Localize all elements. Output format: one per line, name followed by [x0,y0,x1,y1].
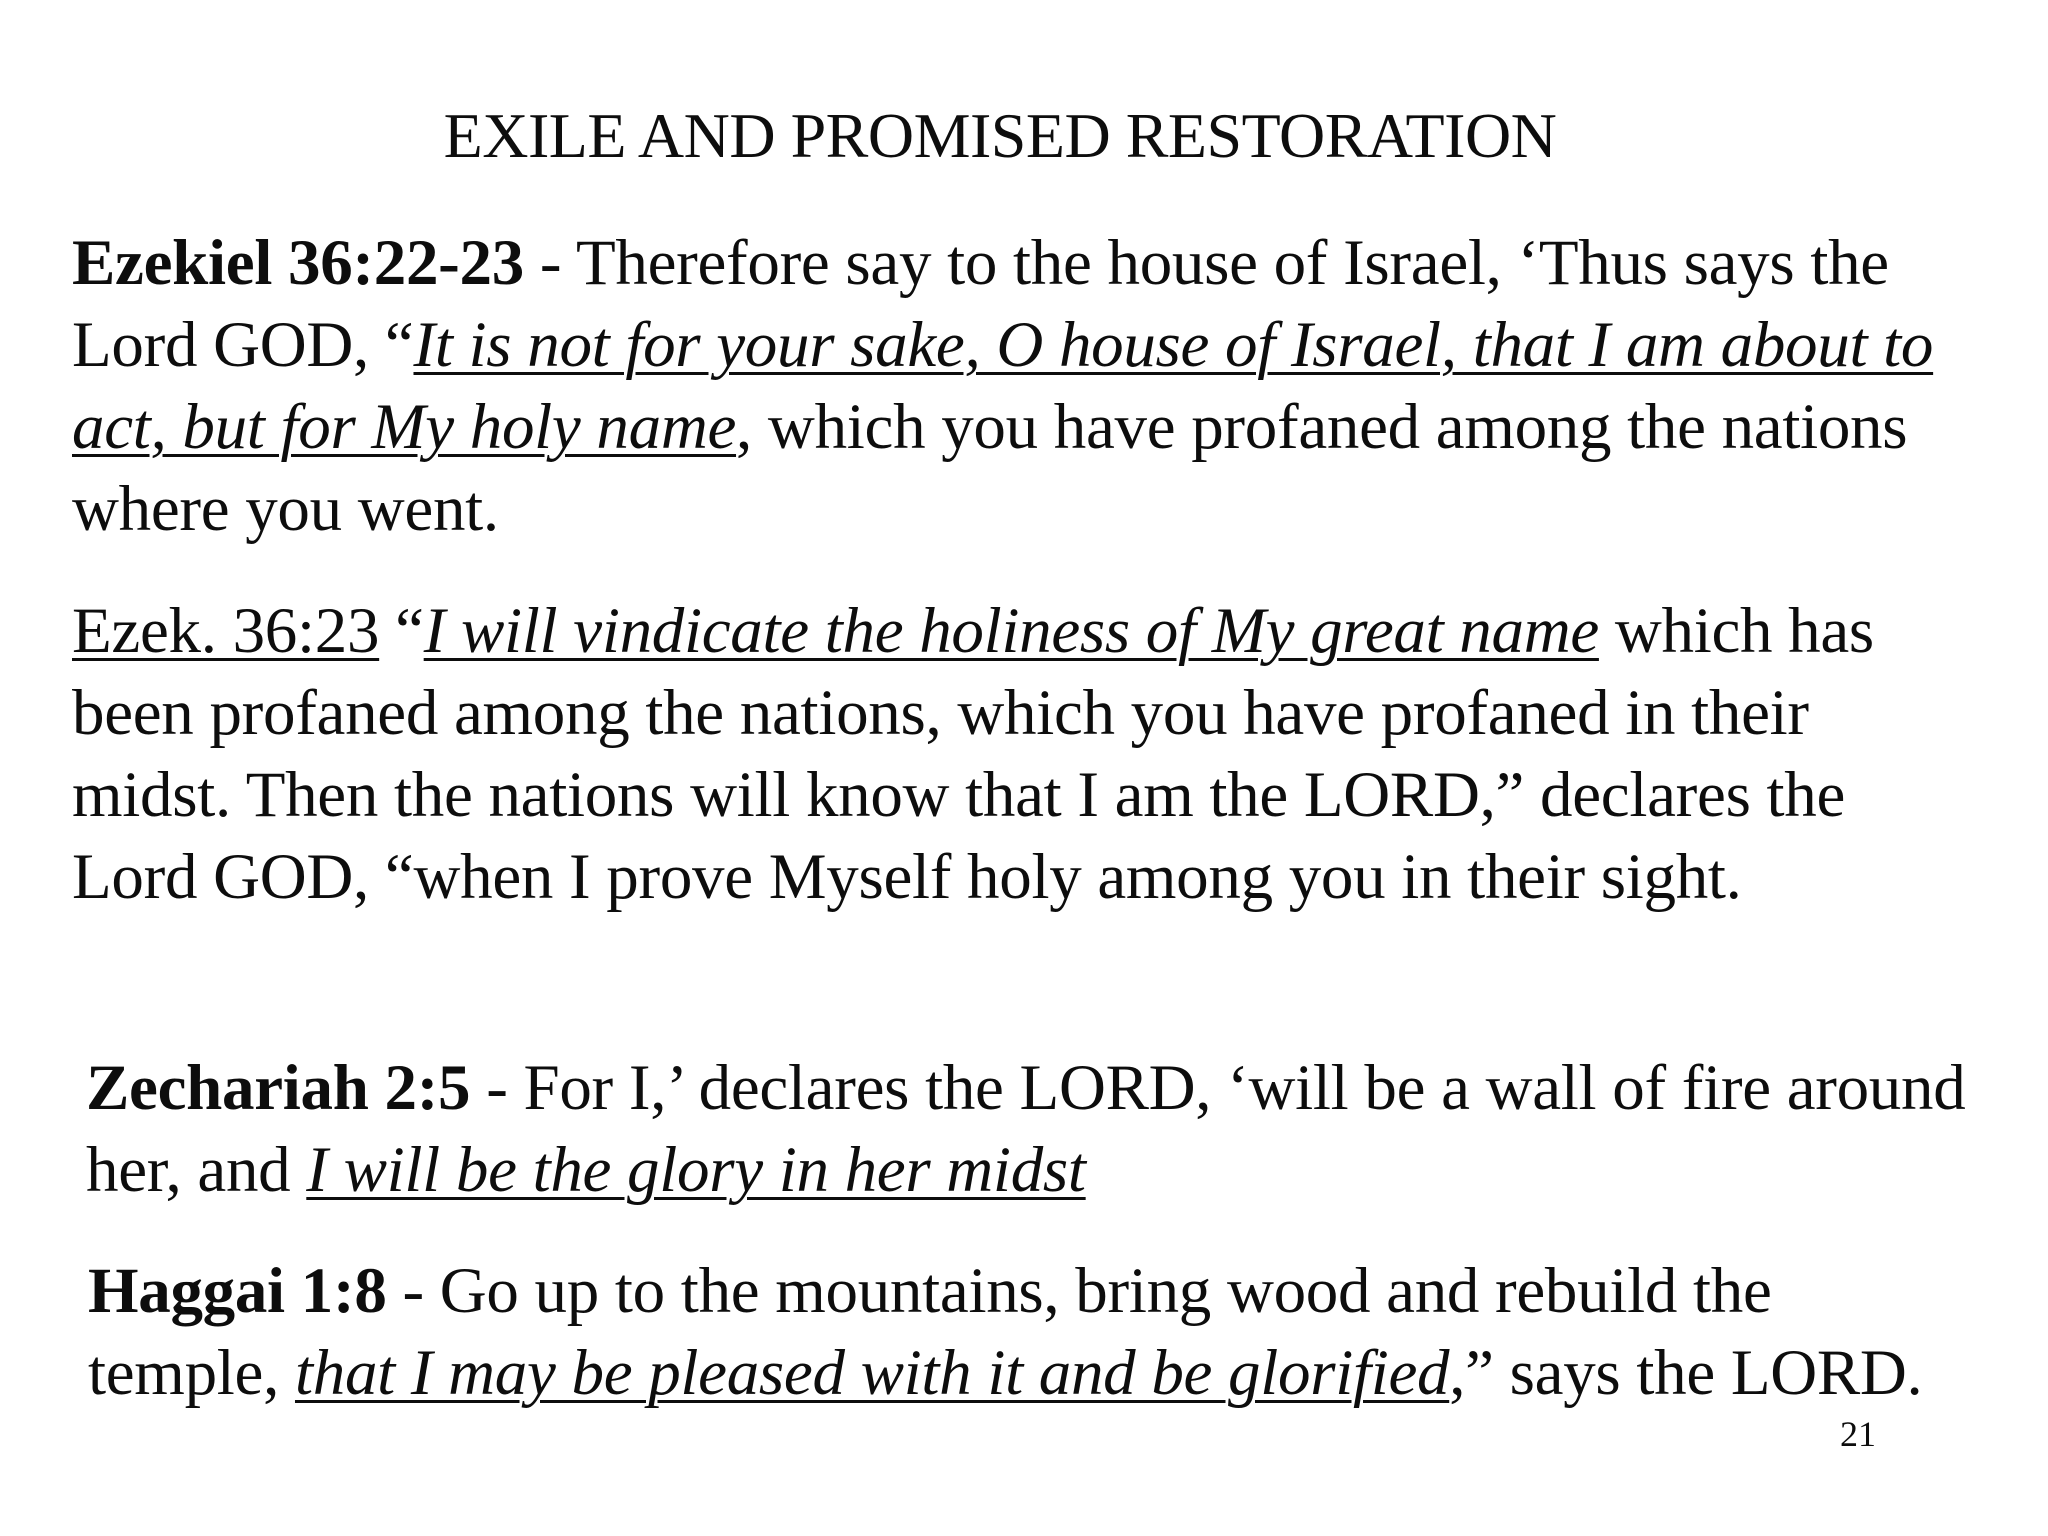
passage-text: - Go up to the mountains, bring wood and rebuild the temple, [88,1255,1772,1409]
passage-text: ,” says the LORD. [1449,1337,1923,1409]
passage-text: , which you have profaned among the nations where you went. [72,391,1908,545]
scripture-reference: Ezekiel 36:22-23 [72,227,524,299]
passage-haggai-1-8 [88,1250,1968,1414]
emphasized-text: I will vindicate the holiness of My great name [423,595,1599,667]
scripture-reference: Haggai 1:8 [88,1255,387,1327]
scripture-reference: Ezek. 36:23 [72,595,380,667]
passage-ezekiel-36-22-23 [72,222,1952,550]
emphasized-text: It is not for your sake, O house of Israel, that I am about to act, but for My holy name [72,309,1934,463]
passage-text: - For I,’ declares the LORD, ‘will be a wall of fire around her, and [86,1052,1966,1206]
passage-zechariah-2-5 [86,1047,1966,1211]
passage-text: - Therefore say to the house of Israel, ‘Thus says the Lord GOD, “ [72,227,1889,381]
passage-text: which has been profaned among the nations, which you have profaned in their midst. Then the nations will know that I am the LORD,” declares the Lord GOD, “when I prove Myself holy among you in their sight. [72,595,1874,913]
emphasized-text: I will be the glory in her midst [306,1134,1086,1206]
passage-ezek-36-23 [72,590,1952,918]
passage-text: “ [379,595,424,667]
scripture-reference: Zechariah 2:5 [86,1052,471,1124]
page-number: 21 [1840,1414,1876,1454]
page-title: EXILE AND PROMISED RESTORATION [443,100,1557,171]
emphasized-text: that I may be pleased with it and be glorified [294,1337,1450,1409]
